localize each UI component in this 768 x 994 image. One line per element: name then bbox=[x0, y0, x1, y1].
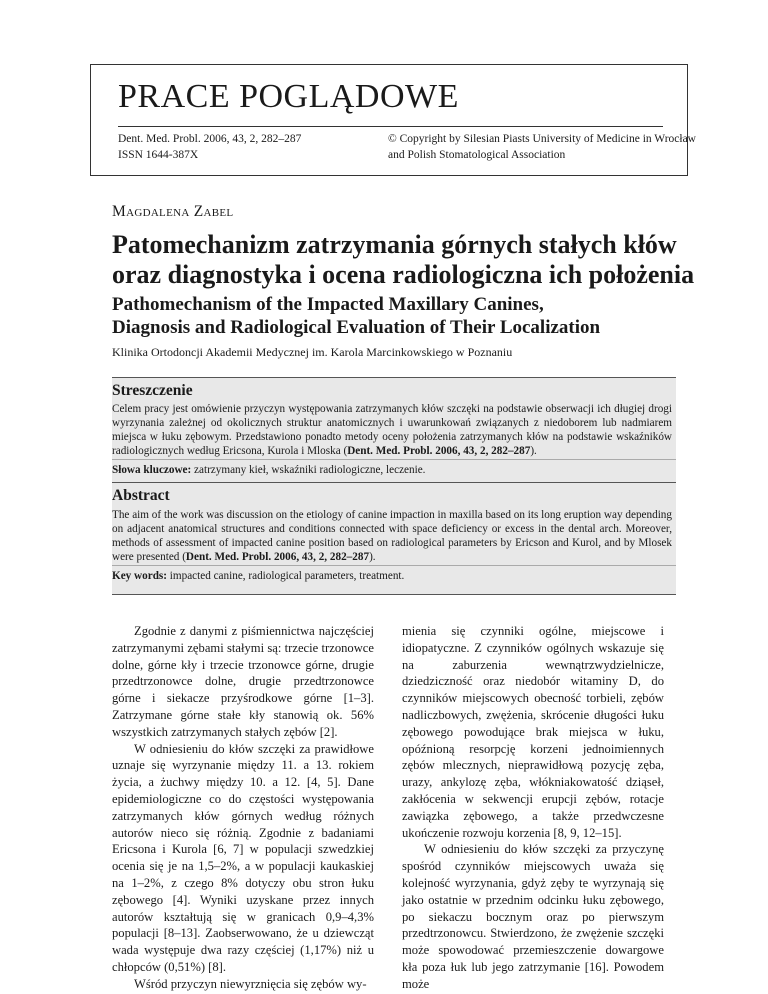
title-pl-line-2: oraz diagnostyka i ocena radiologiczna ich położenia bbox=[112, 260, 695, 289]
abstract-end: ). bbox=[369, 551, 376, 563]
keywords-pl-text: zatrzymany kieł, wskaźniki radiologiczne, leczenie. bbox=[191, 464, 426, 476]
body-column-left bbox=[112, 623, 374, 993]
abstract-body: The aim of the work was discussion on the etiology of canine impaction in maxilla based on its long eruption way depending on adjacent anatomical structures and conditions connected with space deficiency or excess in the dental arch. Moreover, methods of assessment of impacted canine position based on radiological parameters by Ericson and Kurol, and by Mlosek were presented ( bbox=[112, 509, 672, 563]
streszczenie-rule bbox=[112, 459, 676, 460]
keywords-en bbox=[112, 570, 404, 582]
author-name: Magdalena Zabel bbox=[112, 203, 234, 220]
title-en-line-1: Pathomechanism of the Impacted Maxillary Canines, bbox=[112, 294, 544, 315]
abstract-heading: Abstract bbox=[112, 487, 170, 504]
streszczenie-heading: Streszczenie bbox=[112, 382, 193, 399]
body-column-right bbox=[402, 623, 664, 993]
copyright-info bbox=[388, 131, 696, 163]
citation-line: Dent. Med. Probl. 2006, 43, 2, 282–287 bbox=[118, 133, 302, 145]
body-paragraph: W odniesieniu do kłów szczęki za przyczynę spośród czynników miejscowych uważa się kolejność wyrzynania, gdyż zęby te wyrzynają się jako ostatnie w przednim odcinku łuku zębowego, po siekaczu bocznym oraz po pierwszym przedtrzonowcu. Stwierdzono, że zwężenie szczęki może spowodować przemieszczenie dowargowe kła poza łuk lub jego zatrzymanie [16]. Powodem może bbox=[402, 842, 664, 991]
streszczenie-end: ). bbox=[530, 445, 537, 457]
body-paragraph: mienia się czynniki ogólne, miejscowe i idiopatyczne. Z czynników ogólnych wskazuje się na zaburzenia wewnątrzwydzielnicze, dziedziczność oraz niedobór witaminy D, do czynników miejscowych obecność torbieli, zębów nadliczbowych, zwężenia, skrócenie długości łuku zębowego powodujące brak miejsca w łuku, opóźnioną resorpcję korzeni jednoimiennych zębów mlecznych, nieprawidłową pozycję zęba, urazy, ankylozę zęba, włókniakowatość dziąseł, zakłócenia w sekwencji erupcji zębów, rotacje zawiązka zębowego, a także przedwczesne ukończenie rozwoju korzenia [8, 9, 12–15]. bbox=[402, 624, 664, 840]
abstract-rule bbox=[112, 565, 676, 566]
keywords-en-text: impacted canine, radiological parameters, treatment. bbox=[167, 570, 405, 582]
body-paragraph: Zgodnie z danymi z piśmiennictwa najczęściej zatrzymanymi zębami stałymi są: trzecie trzonowce dolne, górne kły i trzecie trzonowce górne, drugie przedtrzonowce dolne, drugie przedtrzonowce górne i siekacze przyśrodkowe górne [1–3]. Zatrzymane górne stałe kły stanowią ok. 56% wszystkich zatrzymanych stałych zębów [2]. bbox=[112, 624, 374, 739]
section-title: PRACE POGLĄDOWE bbox=[118, 78, 459, 115]
copyright-line-1: © Copyright by Silesian Piasts University of Medicine in Wrocław bbox=[388, 133, 696, 145]
copyright-line-2: and Polish Stomatological Association bbox=[388, 149, 566, 161]
abstract-ref: Dent. Med. Probl. 2006, 43, 2, 282–287 bbox=[185, 551, 370, 563]
title-pl-line-1: Patomechanizm zatrzymania górnych stałych kłów bbox=[112, 230, 677, 259]
article-title-english bbox=[112, 293, 600, 339]
header-divider bbox=[118, 126, 663, 127]
streszczenie-ref: Dent. Med. Probl. 2006, 43, 2, 282–287 bbox=[347, 445, 531, 457]
issn-line: ISSN 1644-387X bbox=[118, 149, 199, 161]
article-title-polish bbox=[112, 230, 694, 290]
abstract-mid-rule bbox=[112, 482, 676, 483]
keywords-pl-label: Słowa kluczowe: bbox=[112, 464, 192, 476]
abstract-text bbox=[112, 508, 672, 564]
abstract-bottom-rule bbox=[112, 594, 676, 595]
affiliation: Klinika Ortodoncji Akademii Medycznej im. Karola Marcinkowskiego w Poznaniu bbox=[112, 345, 513, 359]
keywords-pl bbox=[112, 464, 425, 476]
title-en-line-2: Diagnosis and Radiological Evaluation of Their Localization bbox=[112, 317, 601, 338]
citation-info bbox=[118, 131, 301, 163]
abstract-top-rule bbox=[112, 377, 676, 378]
body-paragraph: W odniesieniu do kłów szczęki za prawidłowe uznaje się wyrzynanie między 11. a 13. rokiem życia, a żuchwy między 10. a 12. [4, 5]. Dane epidemiologiczne co do częstości występowania zatrzymanych kłów górnych według różnych autorów nieco się różnią. Zgodnie z badaniami Ericsona i Kurola [6, 7] w populacji szwedzkiej ocenia się je na 1,5–2%, a w populacji kaukaskiej na 1–2%, z czego 8% dotyczy obu stron łuku zębowego [4]. Wyniki uzyskane przez innych autorów kształtują się w granicach 0,9–4,3% populacji [8–13]. Zaobserwowano, że u dziewcząt wada występuje dwa razy częściej (1,17%) niż u chłopców (0,51%) [8]. bbox=[112, 741, 374, 974]
body-paragraph: Wśród przyczyn niewyrznięcia się zębów wy- bbox=[134, 976, 367, 991]
streszczenie-text bbox=[112, 402, 672, 458]
keywords-en-label: Key words: bbox=[112, 570, 167, 582]
streszczenie-body: Celem pracy jest omówienie przyczyn występowania zatrzymanych kłów szczęki na podstawie obserwacji ich długiej drogi wyrzynania zależnej od okolicznych struktur anatomicznych i uwarunkowań związanych z niedoborem lub nadmiarem miejsca w łuku zębowym. Przedstawiono ponadto metody oceny położenia zatrzymanych kłów na podstawie wskaźników radiologicznych według Ericsona, Kurola i Mloska ( bbox=[112, 403, 672, 457]
